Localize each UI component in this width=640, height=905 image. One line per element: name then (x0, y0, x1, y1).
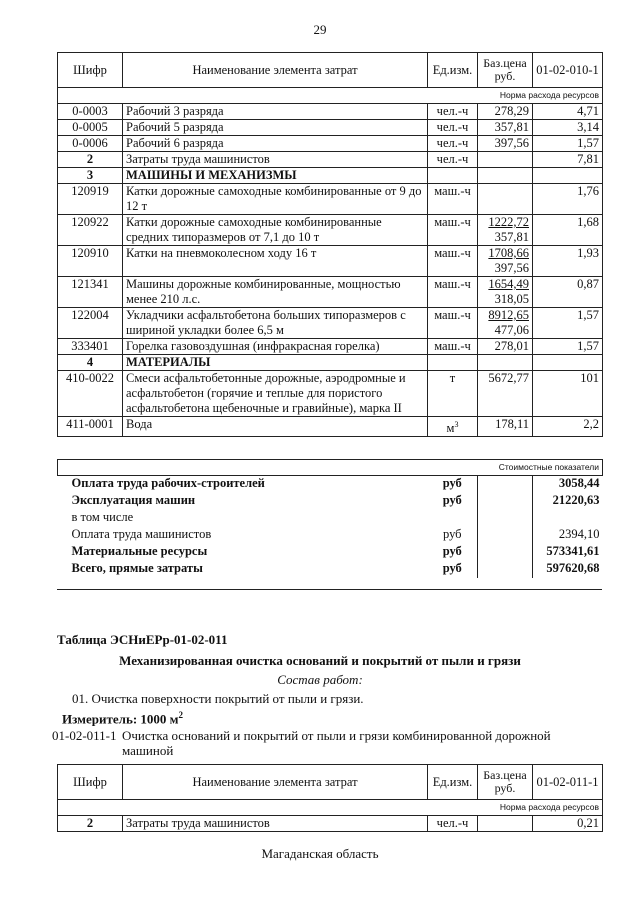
table-bottom-rule (57, 589, 602, 590)
row-name: Смеси асфальтобетонные дорожные, аэродромные и асфальтобетон (горячие и теплые для пористого асфальтобетона щебеночные и гравийные), марка II (123, 371, 428, 417)
row-price (478, 168, 533, 184)
table-row (58, 308, 603, 339)
cost-unit: руб (442, 527, 462, 541)
cost-unit (428, 510, 478, 527)
cost-unit: руб (442, 493, 462, 507)
row-norm: 0,87 (533, 277, 603, 308)
row-name: Катки на пневмоколесном ходу 16 т (123, 246, 428, 277)
row-code: 120922 (58, 215, 123, 246)
row-code: 4 (58, 355, 123, 371)
row-price: 278,29 (478, 104, 533, 120)
cost-unit: руб (442, 544, 462, 558)
page-number: 29 (313, 22, 327, 37)
row-unit: маш.-ч (428, 215, 478, 246)
cost-empty (478, 561, 533, 578)
cost-name: Эксплуатация машин (71, 493, 196, 507)
row-price: 1222,72 357,81 (478, 215, 533, 246)
table-row (58, 215, 603, 246)
row-norm (533, 355, 603, 371)
measure-label: Измеритель: 1000 $м^2$ (62, 710, 184, 727)
cost-value: 597620,68 (546, 561, 600, 575)
work-item: 01. Очистка поверхности покрытий от пыли и грязи. (72, 691, 364, 706)
table-row (58, 355, 603, 371)
row-name: Рабочий 6 разряда (123, 136, 428, 152)
cost-row (58, 527, 603, 544)
row-unit: чел.-ч (428, 816, 478, 832)
norm-label-row (58, 800, 603, 816)
costs-header-row (58, 460, 603, 476)
row-norm: 1,57 (533, 136, 603, 152)
header-name: Наименование элемента затрат (123, 765, 428, 800)
row-code: 2 (58, 152, 123, 168)
row-unit: чел.-ч (428, 104, 478, 120)
row-name: Рабочий 5 разряда (123, 120, 428, 136)
table-row (58, 339, 603, 355)
cost-empty (478, 493, 533, 510)
row-norm: 1,68 (533, 215, 603, 246)
row-norm: 1,57 (533, 308, 603, 339)
cost-value: 573341,61 (546, 544, 600, 558)
row-name: Затраты труда машинистов (123, 816, 428, 832)
header-norm-code: 01-02-010-1 (533, 53, 603, 88)
row-name: Машины дорожные комбинированные, мощностью менее 210 л.с. (123, 277, 428, 308)
cost-value (533, 510, 603, 527)
row-price: 278,01 (478, 339, 533, 355)
table-row (58, 277, 603, 308)
cost-row (58, 561, 603, 578)
row-name: Рабочий 3 разряда (123, 104, 428, 120)
row-price (478, 152, 533, 168)
table-row (58, 168, 603, 184)
cost-empty (478, 544, 533, 561)
row-code: 121341 (58, 277, 123, 308)
row-unit: маш.-ч (428, 339, 478, 355)
cost-row (58, 544, 603, 561)
cost-name: в том числе (71, 510, 134, 524)
row-unit: маш.-ч (428, 246, 478, 277)
row-price: 397,56 (478, 136, 533, 152)
row-name: Вода (123, 417, 428, 437)
table-title: Таблица ЭСНиЕРр-01-02-011 (57, 632, 228, 647)
resource-table-2 (57, 764, 603, 832)
row-unit (428, 355, 478, 371)
row-name: Катки дорожные самоходные комбинированные от 9 до 12 т (123, 184, 428, 215)
header-unit: Ед.изм. (428, 765, 478, 800)
header-name: Наименование элемента затрат (123, 53, 428, 88)
header-code: Шифр (58, 765, 123, 800)
row-norm (533, 168, 603, 184)
row-name: МАТЕРИАЛЫ (123, 355, 428, 371)
table-row (58, 417, 603, 437)
table-subtitle: Механизированная очистка оснований и покрытий от пыли и грязи (119, 653, 521, 668)
row-norm: 101 (533, 371, 603, 417)
header-price: Баз.цена руб. (478, 765, 533, 800)
table-2-header-row (58, 765, 603, 800)
cost-value: 3058,44 (558, 476, 600, 490)
row-code: 333401 (58, 339, 123, 355)
row-norm: 4,71 (533, 104, 603, 120)
cost-name: Материальные ресурсы (71, 544, 208, 558)
row-code: 0-0005 (58, 120, 123, 136)
cost-row (58, 476, 603, 494)
costs-table (57, 459, 603, 578)
row-code: 3 (58, 168, 123, 184)
cost-empty (478, 476, 533, 494)
cost-value: 2394,10 (558, 527, 600, 541)
row-norm: 1,76 (533, 184, 603, 215)
row-price (478, 355, 533, 371)
norm-label: Норма расхода ресурсов (58, 800, 603, 816)
row-code: 2 (58, 816, 123, 832)
item-code: 01-02-011-1 (52, 728, 117, 743)
row-name: Затраты труда машинистов (123, 152, 428, 168)
row-name: МАШИНЫ И МЕХАНИЗМЫ (123, 168, 428, 184)
cost-row (58, 510, 603, 527)
row-price: 357,81 (478, 120, 533, 136)
cost-row (58, 493, 603, 510)
resource-table-1 (57, 52, 603, 437)
row-unit: маш.-ч (428, 184, 478, 215)
table-row (58, 371, 603, 417)
row-code: 122004 (58, 308, 123, 339)
row-price: 1654,49 318,05 (478, 277, 533, 308)
table-row (58, 136, 603, 152)
header-unit: Ед.изм. (428, 53, 478, 88)
costs-label: Стоимостные показатели (58, 460, 603, 476)
row-code: 0-0003 (58, 104, 123, 120)
table-row (58, 152, 603, 168)
row-code: 410-0022 (58, 371, 123, 417)
table-header-row (58, 53, 603, 88)
row-unit: чел.-ч (428, 136, 478, 152)
row-name: Укладчики асфальтобетона больших типоразмеров с шириной укладки более 6,5 м (123, 308, 428, 339)
row-price: 5672,77 (478, 371, 533, 417)
work-composition-header: Состав работ: (277, 672, 363, 687)
row-unit: $м^3$ (428, 417, 478, 437)
row-unit: чел.-ч (428, 120, 478, 136)
item-description: Очистка оснований и покрытий от пыли и грязи комбинированной дорожной машиной (122, 728, 551, 758)
footer-region: Магаданская область (261, 846, 379, 861)
row-unit: т (428, 371, 478, 417)
row-price (478, 816, 533, 832)
row-norm: 3,14 (533, 120, 603, 136)
cost-value: 21220,63 (552, 493, 600, 507)
row-price: 178,11 (478, 417, 533, 437)
row-unit (428, 168, 478, 184)
row-name: Катки дорожные самоходные комбинированные средних типоразмеров от 7,1 до 10 т (123, 215, 428, 246)
row-norm: 1,57 (533, 339, 603, 355)
row-code: 411-0001 (58, 417, 123, 437)
row-unit: маш.-ч (428, 308, 478, 339)
cost-name: Всего, прямые затраты (71, 561, 203, 575)
header-price: Баз.цена руб. (478, 53, 533, 88)
table-1-body (58, 104, 603, 437)
cost-empty (478, 527, 533, 544)
row-price: 1708,66 397,56 (478, 246, 533, 277)
cost-name: Оплата труда рабочих-строителей (71, 476, 265, 490)
costs-body (58, 476, 603, 579)
cost-unit: руб (442, 476, 462, 490)
row-norm: 1,93 (533, 246, 603, 277)
row-norm: 0,21 (533, 816, 603, 832)
cost-empty (478, 510, 533, 527)
norm-label-row (58, 88, 603, 104)
row-price: 8912,65 477,06 (478, 308, 533, 339)
cost-unit: руб (442, 561, 462, 575)
row-norm: 2,2 (533, 417, 603, 437)
row-unit: маш.-ч (428, 277, 478, 308)
header-norm-code: 01-02-011-1 (533, 765, 603, 800)
table-row (58, 104, 603, 120)
row-code: 0-0006 (58, 136, 123, 152)
table-row (58, 120, 603, 136)
cost-name: Оплата труда машинистов (71, 527, 212, 541)
row-code: 120919 (58, 184, 123, 215)
row-unit: чел.-ч (428, 152, 478, 168)
header-code: Шифр (58, 53, 123, 88)
table-row (58, 184, 603, 215)
table-row (58, 246, 603, 277)
row-name: Горелка газовоздушная (инфракрасная горелка) (123, 339, 428, 355)
row-code: 120910 (58, 246, 123, 277)
norm-label: Норма расхода ресурсов (58, 88, 603, 104)
row-price (478, 184, 533, 215)
row-norm: 7,81 (533, 152, 603, 168)
table-row (58, 816, 603, 832)
